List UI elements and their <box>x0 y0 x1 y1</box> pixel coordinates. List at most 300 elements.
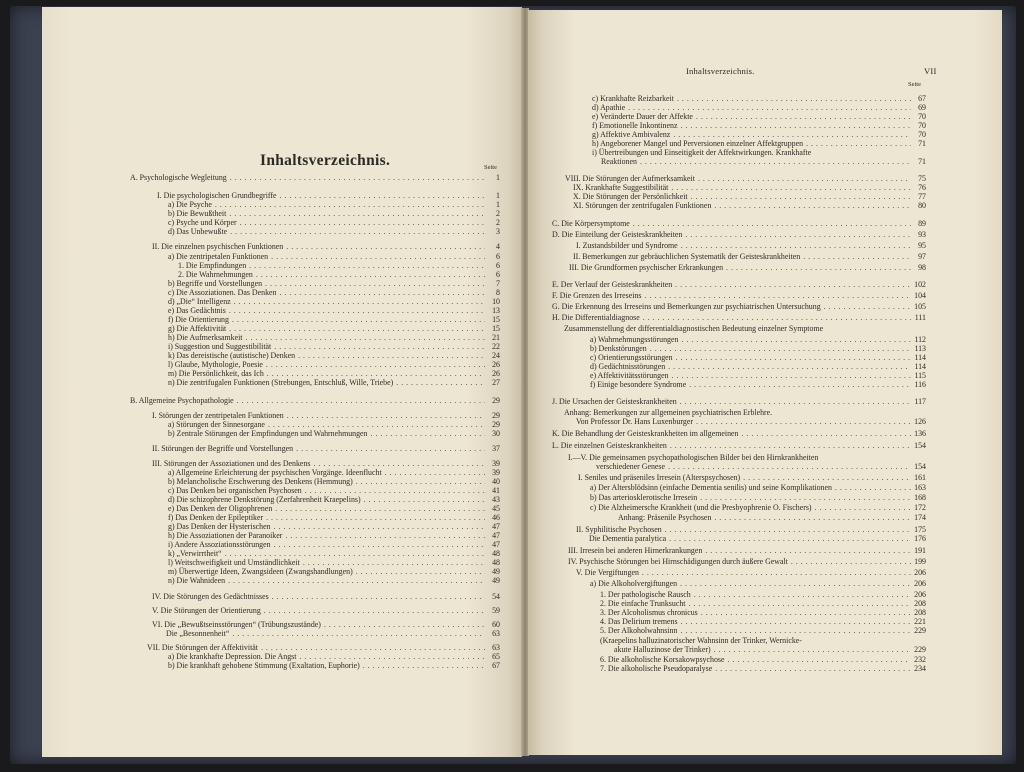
dot-leader <box>305 486 485 495</box>
toc-entry-title: g) Das Denken der Hysterischen <box>168 522 271 531</box>
toc-entry-title: H. Die Differentialdiagnose <box>552 313 640 322</box>
toc-entry-title: I.—V. Die gemeinsamen psychopathologischen Bilder bei den Hirnkrankheiten <box>568 453 819 462</box>
toc-entry <box>168 360 500 369</box>
toc-entry-title: J. Die Ursachen der Geisteskrankheiten <box>552 397 677 406</box>
toc-entry <box>600 636 926 645</box>
toc-entry-page: 6 <box>496 270 500 279</box>
toc-entry-page: 21 <box>492 333 500 342</box>
toc-entry-title: 7. Die alkoholische Pseudoparalyse <box>600 664 713 673</box>
toc-entry-page: 161 <box>914 473 926 482</box>
toc-entry-page: 40 <box>492 477 500 486</box>
toc-entry <box>600 608 926 617</box>
dot-leader <box>266 360 485 369</box>
toc-entry-title: akute Halluzinose der Trinker) <box>614 645 711 654</box>
toc-entry <box>152 444 500 453</box>
toc-entry-title: C. Die Körpersymptome <box>552 219 630 228</box>
toc-entry-page: 47 <box>492 540 500 549</box>
toc-entry <box>168 540 500 549</box>
dot-leader <box>299 652 485 661</box>
toc-entry-title: g) Die Affektivität <box>168 324 227 333</box>
toc-entry <box>618 513 926 522</box>
toc-entry <box>168 200 500 209</box>
dot-leader <box>726 263 911 272</box>
dot-leader <box>727 655 911 664</box>
toc-entry-title: b) Die krankhaft gehobene Stimmung (Exaltation, Euphorie) <box>168 661 360 670</box>
toc-entry-page: 154 <box>914 441 926 450</box>
toc-entry-title: 1. Die Empfindungen <box>178 261 247 270</box>
toc-entry-title: c) Psyche und Körper <box>168 218 237 227</box>
toc-entry-title: Die „Besonnenheit“ <box>166 629 230 638</box>
toc-entry <box>564 408 926 417</box>
toc-entry-title: h) Die Aufmerksamkeit <box>168 333 243 342</box>
toc-entry-title: k) „Verwirrtheit“ <box>168 549 222 558</box>
toc-entry-page: 37 <box>492 444 500 453</box>
dot-leader <box>274 342 485 351</box>
toc-entry <box>168 429 500 438</box>
dot-leader <box>230 227 485 236</box>
toc-entry-page: 117 <box>914 397 926 406</box>
toc-entry <box>573 252 926 261</box>
toc-entry-page: 27 <box>492 378 500 387</box>
dot-leader <box>272 592 485 601</box>
toc-entry-page: 69 <box>918 103 926 112</box>
toc-entry <box>590 335 926 344</box>
dot-leader <box>271 252 485 261</box>
toc-entry <box>168 342 500 351</box>
toc-entry-title: IV. Die Störungen des Gedächtnisses <box>152 592 269 601</box>
toc-entry <box>168 567 500 576</box>
toc-entry-title: I. Zustandsbilder und Syndrome <box>576 241 678 250</box>
toc-entry-page: 115 <box>914 371 926 380</box>
toc-entry-title: III. Irresein bei anderen Hirnerkrankungen <box>568 546 703 555</box>
dot-leader <box>628 103 911 112</box>
dot-leader <box>303 558 485 567</box>
right-page <box>528 10 1002 755</box>
toc-entry-title: d) Das Unbewußte <box>168 227 228 236</box>
toc-entry-title: a) Die zentripetalen Funktionen <box>168 252 269 261</box>
toc-entry <box>168 288 500 297</box>
toc-entry-page: 30 <box>492 429 500 438</box>
toc-entry <box>565 174 926 183</box>
dot-leader <box>296 444 485 453</box>
toc-entry-title: IX. Krankhafte Suggestibilität <box>573 183 669 192</box>
toc-entry <box>600 599 926 608</box>
toc-entry-page: 136 <box>914 429 926 438</box>
toc-entry <box>592 121 926 130</box>
dot-leader <box>701 608 911 617</box>
toc-entry <box>168 486 500 495</box>
toc-entry <box>152 242 500 251</box>
dot-leader <box>681 617 911 626</box>
toc-entry-title: VI. Die „Bewußtseinsstörungen“ (Trübungszustände) <box>152 620 321 629</box>
dot-leader <box>743 473 911 482</box>
toc-entry <box>168 333 500 342</box>
dot-leader <box>696 112 911 121</box>
dot-leader <box>642 568 911 577</box>
toc-entry <box>590 353 926 362</box>
toc-entry-page: 15 <box>492 324 500 333</box>
dot-leader <box>249 261 485 270</box>
dot-leader <box>234 297 485 306</box>
toc-entry-title: 4. Das Delirium tremens <box>600 617 678 626</box>
toc-entry-title: F. Die Grenzen des Irreseins <box>552 291 642 300</box>
toc-entry-page: 63 <box>492 629 500 638</box>
toc-entry-page: 206 <box>914 579 926 588</box>
toc-entry-page: 29 <box>492 420 500 429</box>
toc-entry-title: Anhang: Präsenile Psychosen <box>618 513 712 522</box>
toc-entry-page: 48 <box>492 558 500 567</box>
toc-entry-title: VII. Die Störungen der Affektivität <box>147 643 258 652</box>
toc-entry-title: III. Störungen der Assoziationen und des Denkens <box>152 459 311 468</box>
dot-leader <box>363 661 485 670</box>
toc-entry-title: 2. Die einfache Trunksucht <box>600 599 686 608</box>
toc-entry-page: 47 <box>492 522 500 531</box>
toc-entry-page: 29 <box>492 411 500 420</box>
toc-entry-page: 175 <box>914 525 926 534</box>
toc-entry-page: 26 <box>492 360 500 369</box>
toc-entry <box>600 655 926 664</box>
dot-leader <box>225 549 485 558</box>
toc-entry-page: 13 <box>492 306 500 315</box>
dot-leader <box>356 567 485 576</box>
toc-entry-title: Anhang: Bemerkungen zur allgemeinen psychiatrischen Erblehre. <box>564 408 773 417</box>
dot-leader <box>668 362 911 371</box>
dot-leader <box>669 534 911 543</box>
toc-entry <box>590 483 926 492</box>
toc-entry-title: 1. Der pathologische Rausch <box>600 590 691 599</box>
dot-leader <box>691 192 911 201</box>
toc-entry-page: 49 <box>492 576 500 585</box>
toc-entry-title: c) Die Alzheimersche Krankheit (und die Presbyophrenie O. Fischers) <box>590 503 812 512</box>
toc-entry-page: 2 <box>496 209 500 218</box>
dot-leader <box>229 324 485 333</box>
dot-leader <box>280 191 486 200</box>
toc-entry <box>168 252 500 261</box>
toc-entry-title: verschiedener Genese <box>596 462 666 471</box>
toc-entry <box>168 420 500 429</box>
toc-entry-page: 208 <box>914 608 926 617</box>
toc-entry-title: b) Denkstörungen <box>590 344 647 353</box>
toc-entry <box>168 324 500 333</box>
toc-entry <box>168 495 500 504</box>
toc-entry <box>168 218 500 227</box>
toc-entry <box>590 579 926 588</box>
toc-entry-page: 47 <box>492 531 500 540</box>
dot-leader <box>741 429 911 438</box>
toc-entry-title: b) Das arteriosklerotische Irresein <box>590 493 698 502</box>
toc-entry-title: X. Die Störungen der Persönlichkeit <box>573 192 688 201</box>
dot-leader <box>640 157 911 166</box>
toc-entry-page: 229 <box>914 645 926 654</box>
toc-entry-page: 114 <box>914 353 926 362</box>
toc-entry <box>578 473 926 482</box>
dot-leader <box>705 546 911 555</box>
toc-entry <box>573 201 926 210</box>
toc-entry-title: a) Die Alkoholvergiftungen <box>590 579 678 588</box>
toc-entry-title: (Kraepelins halluzinatorischer Wahnsinn der Trinker, Wernicke- <box>600 636 802 645</box>
toc-entry-page: 29 <box>492 396 500 405</box>
toc-entry-page: 191 <box>914 546 926 555</box>
toc-entry <box>152 606 500 615</box>
dot-leader <box>232 629 485 638</box>
toc-entry-title: a) Wahrnehmungsstörungen <box>590 335 679 344</box>
toc-entry-page: 172 <box>914 503 926 512</box>
dot-leader <box>264 606 485 615</box>
toc-entry-page: 229 <box>914 626 926 635</box>
toc-entry-page: 60 <box>492 620 500 629</box>
toc-entry-title: k) Das dereistische (autistische) Denken <box>168 351 296 360</box>
seite-label: Seite <box>484 164 497 171</box>
toc-entry-page: 70 <box>918 121 926 130</box>
toc-entry-page: 154 <box>914 462 926 471</box>
toc-entry-page: 67 <box>918 94 926 103</box>
toc-entry <box>590 493 926 502</box>
toc-entry <box>552 280 926 289</box>
toc-entry-title: Zusammenstellung der differentialdiagnostischen Bedeutung einzelner Symptome <box>564 324 824 333</box>
toc-entry <box>573 192 926 201</box>
toc-entry <box>152 620 500 629</box>
toc-entry <box>552 429 926 438</box>
toc-entry-title: 6. Die alkoholische Korsakowpsychose <box>600 655 725 664</box>
dot-leader <box>696 417 911 426</box>
toc-entry-title: m) Die Persönlichkeit, das Ich <box>168 369 264 378</box>
dot-leader <box>274 540 485 549</box>
toc-entry-title: c) Die Assoziationen. Das Denken <box>168 288 277 297</box>
toc-entry-page: 104 <box>914 291 926 300</box>
toc-entry <box>568 546 926 555</box>
toc-entry-page: 98 <box>918 263 926 272</box>
toc-entry-page: 49 <box>492 567 500 576</box>
toc-entry-title: c) Krankhafte Reizbarkeit <box>592 94 674 103</box>
toc-entry-page: 89 <box>918 219 926 228</box>
dot-leader <box>681 335 911 344</box>
toc-entry <box>601 157 926 166</box>
toc-entry-title: VIII. Die Störungen der Aufmerksamkeit <box>565 174 695 183</box>
toc-entry <box>168 468 500 477</box>
toc-entry <box>157 191 500 200</box>
toc-entry <box>600 664 926 673</box>
toc-entry <box>614 645 926 654</box>
toc-entry <box>168 209 500 218</box>
toc-entry-title: Reaktionen <box>601 157 637 166</box>
dot-leader <box>815 503 911 512</box>
toc-entry <box>168 558 500 567</box>
toc-entry <box>552 313 926 322</box>
toc-entry-title: E. Der Verlauf der Geisteskrankheiten <box>552 280 673 289</box>
toc-entry-page: 1 <box>496 173 500 182</box>
toc-entry-title: n) Die Wahnideen <box>168 576 226 585</box>
toc-entry-page: 1 <box>496 191 500 200</box>
dot-leader <box>665 525 911 534</box>
toc-entry-page: 48 <box>492 549 500 558</box>
dot-leader <box>675 280 911 289</box>
toc-entry-title: l) Weitschweifigkeit und Umständlichkeit <box>168 558 300 567</box>
toc-entry-page: 54 <box>492 592 500 601</box>
toc-entry <box>168 477 500 486</box>
toc-entry <box>168 549 500 558</box>
toc-entry-title: l) Glaube, Mythologie, Poesie <box>168 360 263 369</box>
dot-leader <box>791 557 911 566</box>
toc-entry-title: h) Angeborener Mangel und Perversionen einzelner Affektgruppen <box>592 139 804 148</box>
toc-entry-page: 95 <box>918 241 926 250</box>
toc-entry-title: IV. Psychische Störungen bei Hirnschädigungen durch äußere Gewalt <box>568 557 788 566</box>
dot-leader <box>824 302 911 311</box>
toc-entry <box>152 459 500 468</box>
toc-entry-title: II. Die einzelnen psychischen Funktionen <box>152 242 284 251</box>
toc-entry <box>552 291 926 300</box>
dot-leader <box>633 219 911 228</box>
toc-entry-title: II. Bemerkungen zur gebräuchlichen Systematik der Geisteskrankheiten <box>573 252 801 261</box>
toc-entry-title: B. Allgemeine Psychopathologie <box>130 396 234 405</box>
toc-entry-page: 111 <box>914 313 926 322</box>
toc-entry-page: 22 <box>492 342 500 351</box>
toc-entry-title: m) Überwertige Ideen, Zwangsideen (Zwangshandlungen) <box>168 567 353 576</box>
dot-leader <box>688 599 911 608</box>
dot-leader <box>364 495 485 504</box>
toc-entry <box>564 324 926 333</box>
running-title: Inhaltsverzeichnis. <box>686 66 755 76</box>
toc-entry-title: L. Die einzelnen Geisteskrankheiten <box>552 441 667 450</box>
toc-entry <box>576 525 926 534</box>
toc-entry-page: 1 <box>496 200 500 209</box>
toc-entry-title: I. Störungen der zentripetalen Funktionen <box>152 411 284 420</box>
dot-leader <box>835 483 911 492</box>
toc-entry <box>552 302 926 311</box>
toc-entry-title: XI. Störungen der zentrifugalen Funktionen <box>573 201 712 210</box>
dot-leader <box>806 139 911 148</box>
toc-entry-title: 5. Der Alkoholwahnsinn <box>600 626 678 635</box>
toc-entry <box>590 344 926 353</box>
dot-leader <box>268 420 485 429</box>
toc-entry-page: 126 <box>914 417 926 426</box>
toc-entry-title: c) Das Denken bei organischen Psychosen <box>168 486 302 495</box>
dot-leader <box>232 315 485 324</box>
dot-leader <box>356 477 485 486</box>
toc-entry <box>552 219 926 228</box>
toc-entry <box>590 362 926 371</box>
toc-entry <box>552 441 926 450</box>
toc-entry-title: A. Psychologische Wegleitung <box>130 173 227 182</box>
dot-leader <box>671 183 911 192</box>
toc-entry <box>166 629 500 638</box>
toc-entry <box>178 261 500 270</box>
dot-leader <box>215 200 485 209</box>
toc-entry-title: V. Die Vergiftungen <box>576 568 639 577</box>
toc-entry <box>592 139 926 148</box>
toc-entry <box>168 315 500 324</box>
toc-entry-page: 71 <box>918 157 926 166</box>
toc-entry-page: 93 <box>918 230 926 239</box>
dot-leader <box>680 579 911 588</box>
toc-entry-title: I. Seniles und präseniles Irresein (Alterspsychosen) <box>578 473 741 482</box>
toc-entry <box>130 396 500 405</box>
toc-entry-title: a) Störungen der Sinnesorgane <box>168 420 265 429</box>
toc-entry-title: a) Die Psyche <box>168 200 212 209</box>
toc-entry-page: 41 <box>492 486 500 495</box>
toc-entry-page: 67 <box>492 661 500 670</box>
dot-leader <box>279 288 485 297</box>
dot-leader <box>396 378 485 387</box>
toc-entry-page: 163 <box>914 483 926 492</box>
toc-entry <box>168 576 500 585</box>
toc-entry-page: 168 <box>914 493 926 502</box>
dot-leader <box>698 174 911 183</box>
toc-entry-page: 174 <box>914 513 926 522</box>
toc-entry-page: 7 <box>496 279 500 288</box>
toc-entry-title: d) „Die“ Intelligenz <box>168 297 231 306</box>
toc-entry-title: b) Zentrale Störungen der Empfindungen und Wahrnehmungen <box>168 429 368 438</box>
toc-entry-page: 206 <box>914 568 926 577</box>
toc-entry-page: 206 <box>914 590 926 599</box>
toc-entry-title: K. Die Behandlung der Geisteskrankheiten im allgemeinen <box>552 429 739 438</box>
toc-entry-title: 2. Die Wahrnehmungen <box>178 270 253 279</box>
dot-leader <box>287 411 485 420</box>
toc-entry-page: 24 <box>492 351 500 360</box>
toc-entry-title: Die Dementia paralytica <box>589 534 667 543</box>
dot-leader <box>672 371 911 380</box>
dot-leader <box>256 270 485 279</box>
toc-entry-page: 102 <box>914 280 926 289</box>
toc-entry <box>600 626 926 635</box>
toc-entry <box>592 112 926 121</box>
toc-entry <box>152 411 500 420</box>
toc-entry-page: 199 <box>914 557 926 566</box>
dot-leader <box>714 645 911 654</box>
toc-entry <box>590 371 926 380</box>
page-number: VII <box>924 66 937 76</box>
toc-entry-page: 45 <box>492 504 500 513</box>
toc-entry-page: 80 <box>918 201 926 210</box>
toc-entry <box>592 103 926 112</box>
dot-leader <box>266 513 485 522</box>
dot-leader <box>385 468 485 477</box>
toc-entry-page: 112 <box>914 335 926 344</box>
toc-entry-page: 76 <box>918 183 926 192</box>
toc-entry-page: 15 <box>492 315 500 324</box>
toc-entry-page: 2 <box>496 218 500 227</box>
toc-entry-title: i) Übertreibungen und Einseitigkeit der Affektwirkungen. Krankhafte <box>592 148 812 157</box>
toc-entry-title: D. Die Einteilung der Geisteskrankheiten <box>552 230 683 239</box>
toc-entry-title: g) Affektive Ambivalenz <box>592 130 671 139</box>
dot-leader <box>261 643 485 652</box>
dot-leader <box>644 291 911 300</box>
dot-leader <box>650 344 911 353</box>
toc-entry-page: 46 <box>492 513 500 522</box>
toc-entry-page: 75 <box>918 174 926 183</box>
toc-entry <box>168 378 500 387</box>
toc-entry-title: II. Syphilitische Psychosen <box>576 525 662 534</box>
toc-entry-title: h) Die Assoziationen der Paranoiker <box>168 531 283 540</box>
toc-entry-page: 232 <box>914 655 926 664</box>
dot-leader <box>230 173 485 182</box>
toc-entry <box>600 617 926 626</box>
dot-leader <box>714 201 911 210</box>
toc-entry <box>552 230 926 239</box>
dot-leader <box>668 462 911 471</box>
dot-leader <box>298 351 485 360</box>
toc-entry-page: 71 <box>918 139 926 148</box>
toc-entry-page: 113 <box>914 344 926 353</box>
toc-entry-page: 70 <box>918 112 926 121</box>
toc-entry <box>592 148 926 157</box>
toc-entry-title: II. Störungen der Begriffe und Vorstellungen <box>152 444 294 453</box>
toc-entry-title: i) Suggestion und Suggestibilität <box>168 342 272 351</box>
toc-entry-title: b) Die Bewußtheit <box>168 209 227 218</box>
toc-entry-title: e) Das Gedächtnis <box>168 306 226 315</box>
toc-entry-title: a) Allgemeine Erleichterung der psychischen Vorgänge. Ideenflucht <box>168 468 382 477</box>
toc-entry-page: 6 <box>496 252 500 261</box>
toc-entry-title: e) Affektivitätsstörungen <box>590 371 669 380</box>
